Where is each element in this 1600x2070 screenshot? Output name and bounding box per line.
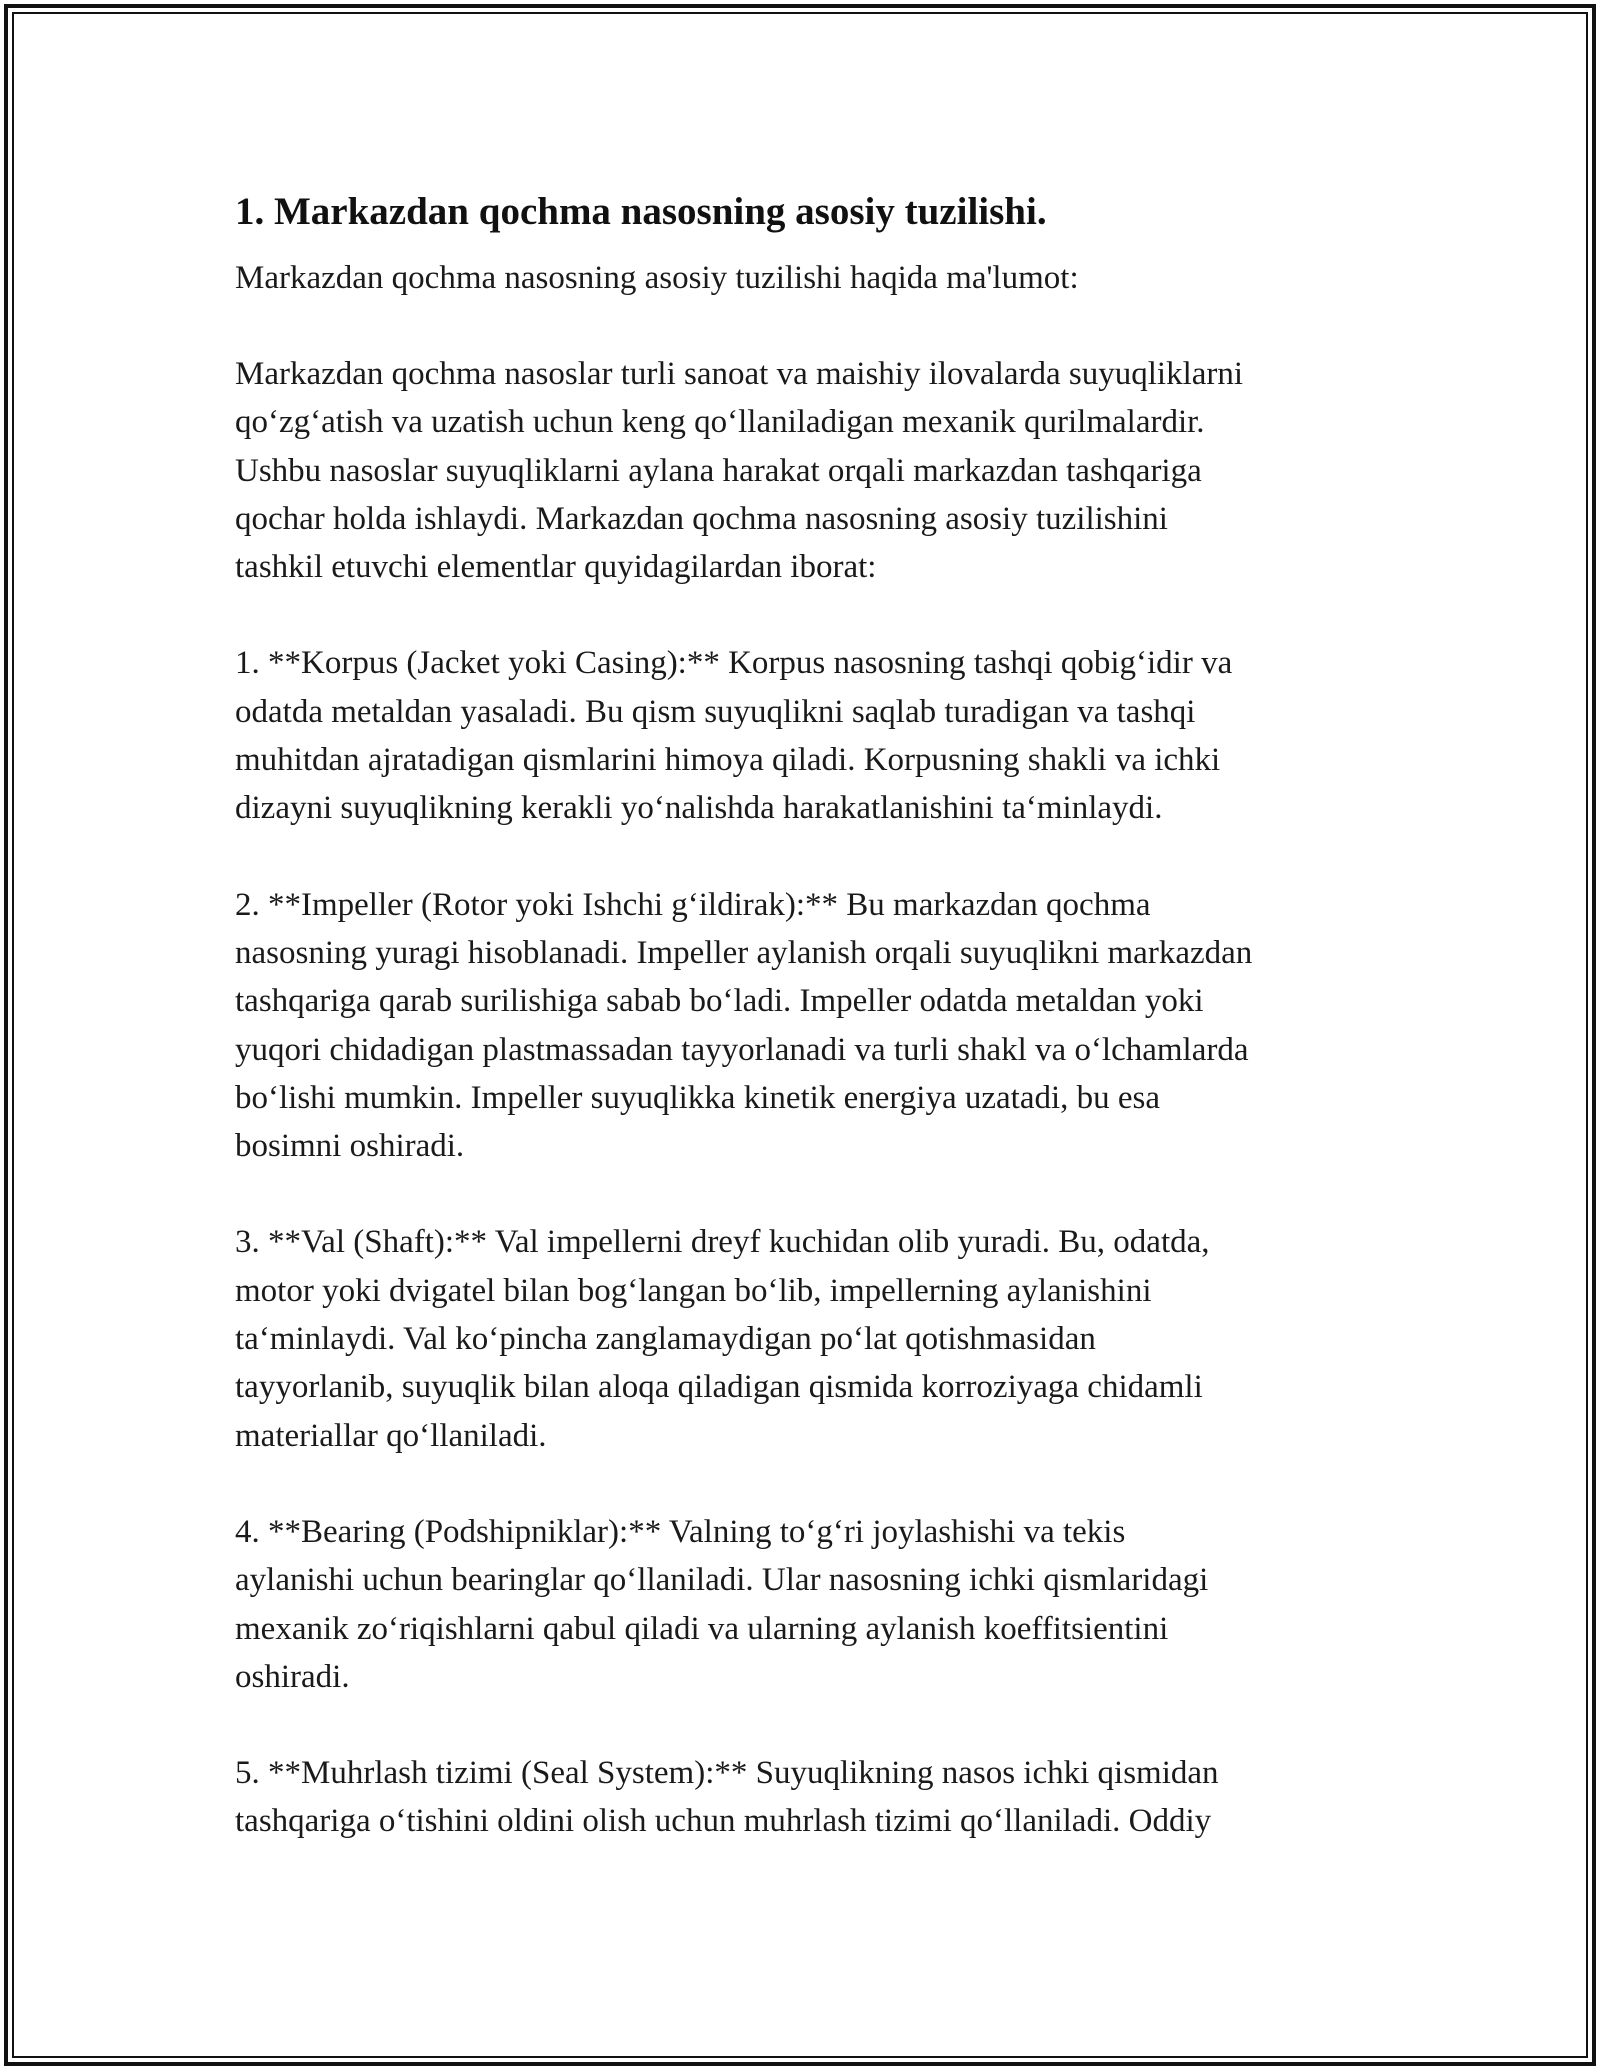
document-title: 1. Markazdan qochma nasosning asosiy tuzilishi. — [235, 190, 1047, 233]
paragraph-seal-system: 5. **Muhrlash tizimi (Seal System):** Suyuqlikning nasos ichki qismidan tashqariga o‘tishini oldini olish uchun muhrlash tizimi qo‘llaniladi. Oddiy — [235, 1755, 1219, 1840]
paragraph-bearing: 4. **Bearing (Podshipniklar):** Valning to‘g‘ri joylashishi va tekis aylanishi uchun bearinglar qo‘llaniladi. Ular nasosning ichki qismlaridagi mexanik zo‘riqishlarni qabul qiladi va ularning aylanish koeffitsientini oshiradi. — [235, 1513, 1209, 1695]
paragraph-overview: Markazdan qochma nasoslar turli sanoat va maishiy ilovalarda suyuqliklarni qo‘zg‘atish va uzatish uchun keng qo‘llaniladigan mexanik qurilmalardir. Ushbu nasoslar suyuqliklarni aylana harakat orqali markazdan tashqariga qochar holda ishlaydi. Markazdan qochma nasosning asosiy tuzilishini tashkil etuvchi elementlar quyidagilardan iborat: — [235, 356, 1244, 586]
paragraph-casing: 1. **Korpus (Jacket yoki Casing):** Korpus nasosning tashqi qobig‘idir va odatda metaldan yasaladi. Bu qism suyuqlikni saqlab turadigan va tashqi muhitdan ajratadigan qismlarini himoya qiladi. Korpusning shakli va ichki dizayni suyuqlikning kerakli yo‘nalishda harakatlanishini ta‘minlaydi. — [235, 645, 1233, 827]
document-intro: Markazdan qochma nasosning asosiy tuzilishi haqida ma'lumot: — [235, 260, 1079, 296]
paragraph-shaft: 3. **Val (Shaft):** Val impellerni dreyf kuchidan olib yuradi. Bu, odatda, motor yoki dvigatel bilan bog‘langan bo‘lib, impellerning aylanishini ta‘minlaydi. Val ko‘pincha zanglamaydigan po‘lat qotishmasidan tayyorlanib, suyuqlik bilan aloqa qiladigan qismida korroziyaga chidamli materiallar qo‘llaniladi. — [235, 1224, 1210, 1454]
paragraph-impeller: 2. **Impeller (Rotor yoki Ishchi g‘ildirak):** Bu markazdan qochma nasosning yuragi hisoblanadi. Impeller aylanish orqali suyuqlikni markazdan tashqariga qarab surilishiga sabab bo‘ladi. Impeller odatda metaldan yoki yuqori chidadigan plastmassadan tayyorlanadi va turli shakl va o‘lchamlarda bo‘lishi mumkin. Impeller suyuqlikka kinetik energiya uzatadi, bu esa bosimni oshiradi. — [235, 886, 1253, 1165]
document-body — [235, 186, 1375, 1846]
